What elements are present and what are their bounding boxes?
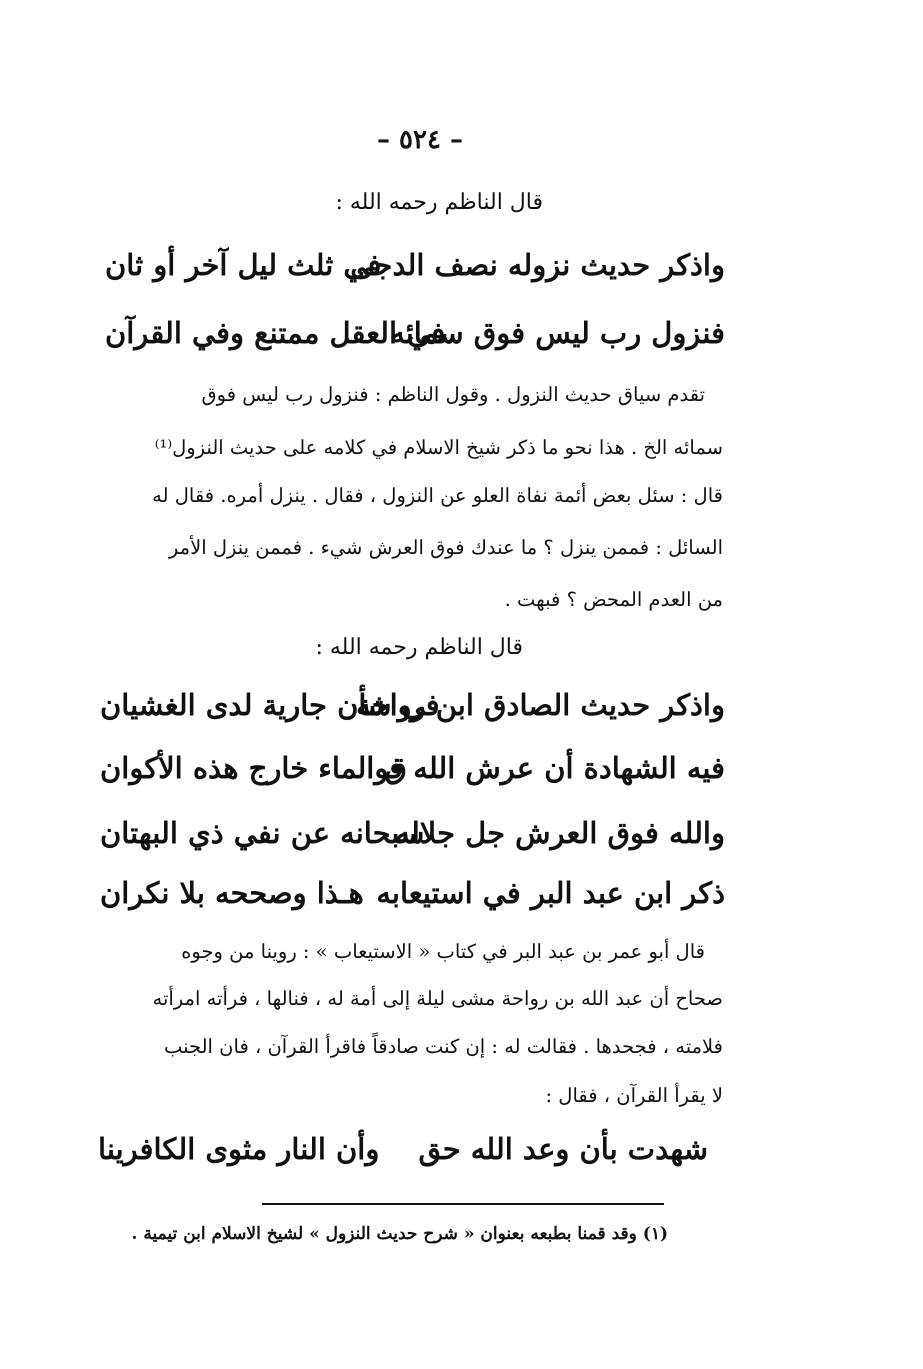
verse-first-hemistich: ذكر ابن عبد البر في استيعابه xyxy=(376,876,725,910)
footnote: (١) وقد قمنا بطبعه بعنوان « شرح حديث النزول » لشيخ الاسلام ابن تيمية . xyxy=(131,1224,668,1244)
closing-verse-line xyxy=(98,1132,708,1176)
verse-second-hemistich: في العقل ممتنع وفي القرآن xyxy=(105,316,446,350)
verse-line xyxy=(105,316,725,360)
verse-line xyxy=(105,248,725,292)
verse-line xyxy=(100,751,725,795)
section-heading: قال الناظم رحمه الله : xyxy=(335,190,543,215)
commentary-line: قال أبو عمر بن عبد البر في كتاب « الاستيعاب » : روينا من وجوه xyxy=(181,940,705,963)
verse-second-hemistich: سبحانه عن نفي ذي البهتان xyxy=(100,816,425,850)
verse-line xyxy=(100,688,725,732)
commentary-line: تقدم سياق حديث النزول . وقول الناظم : فنزول رب ليس فوق xyxy=(201,383,705,406)
verse-first-hemistich: واذكر حديث الصادق ابن رواحة xyxy=(356,688,725,722)
section-heading: قال الناظم رحمه الله : xyxy=(315,635,523,660)
verse-second-hemistich: ق الماء خارج هذه الأكوان xyxy=(100,751,407,785)
verse-second-hemistich: وأن النار مثوى الكافرينا xyxy=(98,1132,380,1166)
commentary-line: قال : سئل بعض أئمة نفاة العلو عن النزول ، فقال . ينزل أمره. فقال له xyxy=(152,484,723,507)
commentary-line: سمائه الخ . هذا نحو ما ذكر شيخ الاسلام في كلامه على حديث النزول⁽¹⁾ xyxy=(154,436,723,459)
verse-first-hemistich: فيه الشهادة أن عرش الله فو xyxy=(374,751,725,785)
verse-first-hemistich: شهدت بأن وعد الله حق xyxy=(418,1132,708,1166)
verse-line xyxy=(100,876,725,920)
page-number: – ٥٢٤ – xyxy=(376,125,464,155)
verse-first-hemistich: واذكر حديث نزوله نصف الدجى xyxy=(350,248,725,282)
verse-second-hemistich: في ثلث ليل آخر أو ثان xyxy=(105,248,382,282)
commentary-line: لا يقرأ القرآن ، فقال : xyxy=(545,1084,723,1107)
footnote-separator xyxy=(262,1203,664,1205)
verse-second-hemistich: في شأن جارية لدى الغشيان xyxy=(100,688,440,722)
commentary-line: فلامته ، فجحدها . فقالت له : إن كنت صادقاً فاقرأ القرآن ، فان الجنب xyxy=(164,1035,723,1058)
verse-second-hemistich: هـذا وصححه بلا نكران xyxy=(100,876,364,910)
verse-first-hemistich: والله فوق العرش جل جلاله xyxy=(395,816,725,850)
commentary-line: صحاح أن عبد الله بن رواحة مشى ليلة إلى أمة له ، فنالها ، فرأته امرأته xyxy=(152,987,723,1010)
verse-first-hemistich: فنزول رب ليس فوق سمائه xyxy=(390,316,725,350)
commentary-line: السائل : فممن ينزل ؟ ما عندك فوق العرش شيء . فممن ينزل الأمر xyxy=(168,536,723,559)
verse-line xyxy=(100,816,725,860)
commentary-line: من العدم المحض ؟ فبهت . xyxy=(504,588,723,611)
